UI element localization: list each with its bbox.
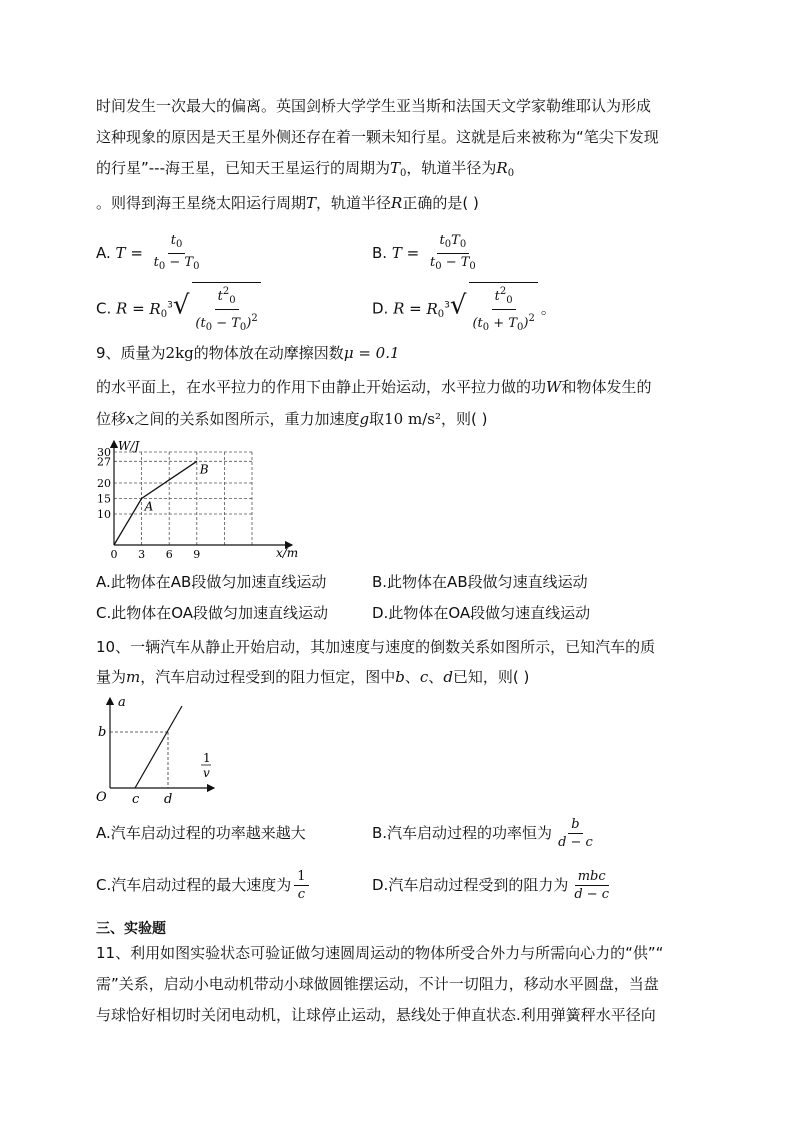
label-c: c xyxy=(132,792,140,807)
x-tick-label: 3 xyxy=(138,548,146,561)
x-tick-label: 0 xyxy=(110,548,118,561)
x-tick-label: 9 xyxy=(193,548,201,561)
q10-option-b: B.汽车启动过程的功率恒为 $\frac{b}{d - c}$ xyxy=(372,817,593,850)
q8-option-b: B. T = $\frac{t_0T_0}{t_0 - T_0}$ xyxy=(372,233,476,272)
q10-acceleration-chart xyxy=(92,692,232,810)
q9-work-displacement-chart xyxy=(92,437,322,567)
q9-option-a: A.此物体在AB段做匀加速直线运动 xyxy=(96,573,327,591)
label-b: b xyxy=(98,725,107,740)
label-d: d xyxy=(164,792,173,807)
point-label-A: A xyxy=(144,499,154,514)
q9-line-1: 9、质量为2kg的物体放在动摩擦因数μ = 0.1 xyxy=(96,344,400,362)
point-label-B: B xyxy=(199,462,209,477)
y-tick-label: 15 xyxy=(97,492,111,506)
q10-option-a: A.汽车启动过程的功率越来越大 xyxy=(96,824,306,842)
q8-option-c: C. $R = R_0^3√$ $\frac{t^2_0}{(t_0 - T_0)^2}$ xyxy=(96,282,264,336)
intro-line-1: 时间发生一次最大的偏离。英国剑桥大学学生亚当斯和法国天文学家勒维耶认为形成 xyxy=(96,97,652,115)
q11-line-3: 与球恰好相切时关闭电动机，让球停止运动，悬线处于伸直状态.利用弹簧秤水平径向 xyxy=(96,1006,656,1024)
q8-option-d: D. $R = R_0^3√$ $\frac{t^2_0}{(t_0 + T_0)^2}$ 。 xyxy=(372,282,556,336)
y-tick-label: 10 xyxy=(97,508,111,521)
q9-line-2: 的水平面上，在水平拉力的作用下由静止开始运动，水平拉力做的功W和物体发生的 xyxy=(96,378,652,396)
origin-label: O xyxy=(96,790,107,805)
q8-option-a: A. T = $\frac{t_0}{t_0 - T_0}$ xyxy=(96,233,200,272)
q11-line-1: 11、利用如图实验状态可验证做匀速圆周运动的物体所受合外力与所需向心力的“供”“ xyxy=(96,944,664,962)
q10-line-2: 量为m，汽车启动过程受到的阻力恒定，图中b、c、d已知，则( ) xyxy=(96,668,530,686)
x-axis-label-num: 1 xyxy=(203,751,211,765)
y-axis-label: W/J xyxy=(118,439,140,453)
q11-line-2: 需”关系，启动小电动机带动小球做圆锥摆运动，不计一切阻力，移动水平圆盘，当盘 xyxy=(96,975,659,993)
x-tick-label: 6 xyxy=(165,548,173,561)
x-axis-label: x/m xyxy=(276,546,299,560)
intro-line-3: 的行星”---海王星，已知天王星运行的周期为$T_0$，轨道半径为$R_0$ xyxy=(96,159,515,179)
section-title: 三、实验题 xyxy=(96,921,166,937)
intro-line-4: 。则得到海王星绕太阳运行周期T，轨道半径R正确的是( ) xyxy=(96,194,479,212)
y-tick-label: 30 xyxy=(97,446,111,459)
data-line xyxy=(135,706,182,788)
x-axis-label-den: v xyxy=(203,766,210,780)
q9-option-b: B.此物体在AB段做匀速直线运动 xyxy=(372,573,588,591)
q10-option-d: D.汽车启动过程受到的阻力为 $\frac{\text{mbc}}{d - c}$ xyxy=(372,869,610,902)
data-line xyxy=(114,461,197,545)
y-tick-label: 20 xyxy=(97,477,111,490)
intro-line-2: 这种现象的原因是天王星外侧还存在着一颗未知行星。这就是后来被称为“笔尖下发现 xyxy=(96,128,659,146)
y-tick-label: 27 xyxy=(97,455,111,469)
y-axis-label: a xyxy=(118,695,126,710)
q9-option-c: C.此物体在OA段做匀加速直线运动 xyxy=(96,604,329,622)
q10-line-1: 10、一辆汽车从静止开始启动，其加速度与速度的倒数关系如图所示，已知汽车的质 xyxy=(96,638,656,656)
q9-line-3: 位移x之间的关系如图所示，重力加速度g取10 m/s²，则( ) xyxy=(96,410,488,428)
q10-option-c: C.汽车启动过程的最大速度为 $\frac{1}{c}$ xyxy=(96,868,312,903)
q9-option-d: D.此物体在OA段做匀速直线运动 xyxy=(372,604,591,622)
